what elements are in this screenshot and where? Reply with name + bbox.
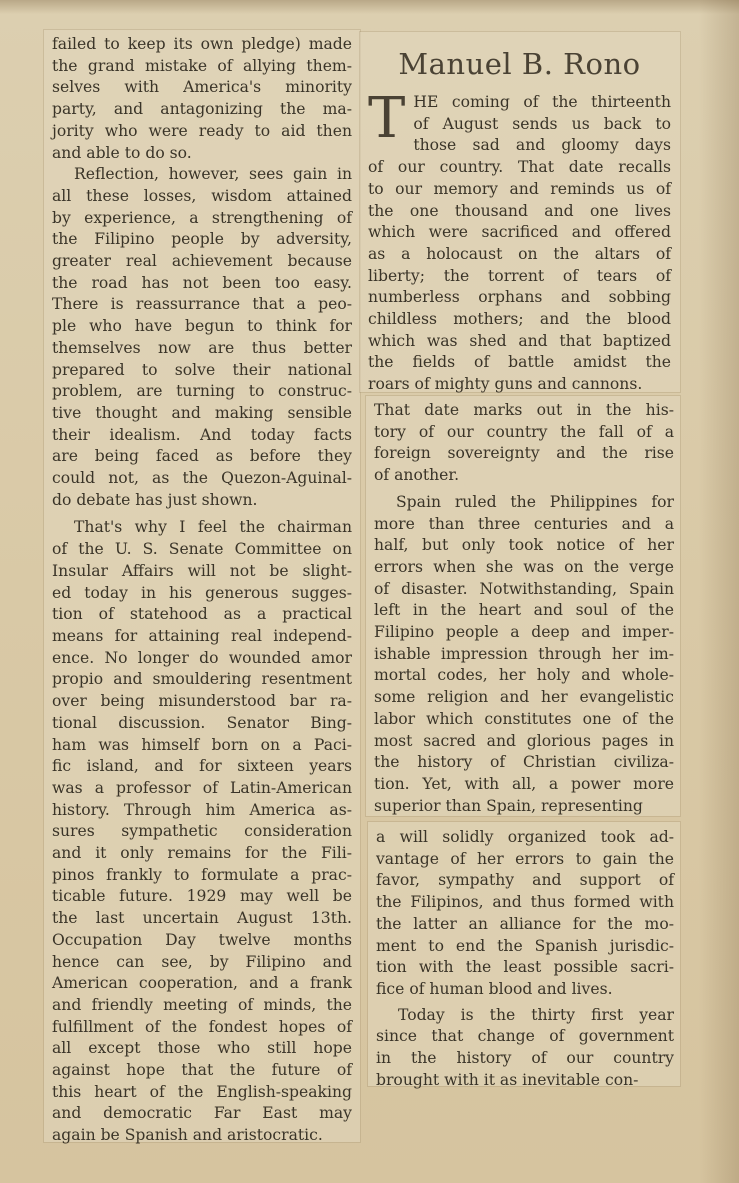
text-line: errors when she was on the verge	[374, 557, 674, 576]
text-line: ticable future. 1929 may well be	[52, 887, 352, 906]
text-line: American cooperation, and a frank	[52, 974, 352, 993]
text-line: ple who have begun to think for	[52, 317, 352, 336]
right-column-middle	[374, 400, 674, 817]
text-line: all these losses, wisdom attained	[52, 186, 352, 205]
right-column-top	[368, 40, 671, 396]
text-line: left in the heart and soul of the	[374, 601, 674, 620]
text-line: Insular Affairs will not be slight-	[52, 561, 352, 580]
text-line: the latter an alliance for the mo-	[376, 914, 674, 933]
text-line: numberless orphans and sobbing	[368, 288, 671, 307]
text-line: prepared to solve their national	[52, 360, 352, 379]
text-line: liberty; the torrent of tears of	[368, 266, 671, 285]
text-line: childless mothers; and the blood	[368, 310, 671, 329]
right-paragraph-5	[376, 1005, 674, 1092]
text-line: That date marks out in the his-	[374, 401, 674, 419]
text-line: of our country. That date recalls	[368, 158, 671, 177]
text-line: ment to end the Spanish jurisdic-	[376, 936, 674, 955]
text-line: vantage of her errors to gain the	[376, 849, 674, 868]
text-line: which were sacrificed and offered	[368, 223, 671, 242]
text-line: tional discussion. Senator Bing-	[52, 713, 352, 732]
text-line: Filipino people a deep and imper-	[374, 623, 674, 642]
right-paragraph-3	[374, 492, 674, 818]
text-line: the grand mistake of allying them-	[52, 56, 352, 75]
text-line: the one thousand and one lives	[368, 201, 671, 220]
text-line: which was shed and that baptized	[368, 331, 671, 350]
article-title: Manuel B. Rono	[398, 47, 641, 81]
text-line: was a professor of Latin-American	[52, 778, 352, 797]
text-line: propio and smouldering resentment	[52, 670, 352, 689]
text-line: of the U. S. Senate Committee on	[52, 540, 352, 559]
text-line: all except those who still hope	[52, 1039, 352, 1058]
text-line: ishable impression through her im-	[374, 644, 674, 663]
text-line: ence. No longer do wounded amor	[52, 648, 352, 667]
text-line: and it only remains for the Fili-	[52, 844, 352, 863]
text-line: hence can see, by Filipino and	[52, 952, 352, 971]
text-line: selves with America's minority	[52, 78, 352, 97]
text-line: of another.	[374, 466, 460, 485]
text-line: of disaster. Notwithstanding, Spain	[374, 579, 674, 598]
text-line: over being misunderstood bar ra-	[52, 692, 352, 711]
text-line: ed today in his generous sugges-	[52, 583, 352, 602]
right-paragraph-1	[368, 86, 671, 396]
text-line: the Filipino people by adversity,	[52, 230, 352, 249]
text-line: HE coming of the thirteenth	[413, 93, 671, 111]
text-line: fic island, and for sixteen years	[52, 757, 352, 776]
text-line: fulfillment of the fondest hopes of	[52, 1017, 352, 1036]
dropcap-paragraph	[368, 86, 671, 396]
text-line: themselves now are thus better	[52, 338, 352, 357]
right-column-bottom	[376, 827, 674, 1091]
text-line: history. Through him America as-	[52, 800, 352, 819]
right-paragraph-4	[376, 827, 674, 1001]
text-line: greater real achievement because	[52, 252, 352, 271]
text-line: Reflection, however, sees gain in	[74, 165, 352, 184]
text-line: since that change of government	[376, 1027, 674, 1046]
text-line: sures sympathetic consideration	[52, 822, 352, 841]
text-line: the history of Christian civiliza-	[374, 753, 674, 772]
text-line: favor, sympathy and support of	[376, 871, 674, 890]
left-paragraph-1	[52, 34, 352, 164]
text-line: those sad and gloomy days	[413, 136, 671, 155]
text-line: to our memory and reminds us of	[368, 179, 671, 198]
text-line: Occupation Day twelve months	[52, 930, 352, 949]
text-line: the fields of battle amidst the	[368, 353, 671, 372]
text-line: Spain ruled the Philippines for	[396, 492, 674, 511]
text-line: mortal codes, her holy and whole-	[374, 666, 674, 685]
text-line: tory of our country the fall of a	[374, 422, 674, 441]
text-line: half, but only took notice of her	[374, 536, 674, 555]
text-line: and able to do so.	[52, 143, 192, 162]
text-line: problem, are turning to construc-	[52, 382, 352, 401]
text-line: means for attaining real independ-	[52, 626, 352, 645]
text-line: some religion and her evangelistic	[374, 688, 674, 707]
text-line: failed to keep its own pledge) made	[52, 35, 352, 53]
text-line: do debate has just shown.	[52, 490, 258, 509]
text-line: Today is the thirty first year	[398, 1005, 674, 1024]
text-line: pinos frankly to formulate a prac-	[52, 865, 352, 884]
page-top-shadow	[0, 0, 739, 14]
text-line: could not, as the Quezon-Aguinal-	[52, 469, 352, 488]
text-line: are being faced as before they	[52, 447, 352, 466]
text-line: the road has not been too easy.	[52, 273, 352, 292]
text-line: more than three centuries and a	[374, 514, 674, 533]
text-line: of August sends us back to	[413, 114, 671, 133]
text-line: ham was himself born on a Paci-	[52, 735, 352, 754]
text-line: the last uncertain August 13th.	[52, 909, 352, 928]
text-line: a will solidly organized took ad-	[376, 828, 674, 846]
text-line: labor which constitutes one of the	[374, 709, 674, 728]
text-line: There is reassurrance that a peo-	[52, 295, 352, 314]
text-line: and democratic Far East may	[52, 1104, 352, 1123]
text-line: tion with the least possible sacri-	[376, 958, 674, 977]
page-right-shadow	[699, 0, 739, 1183]
text-line: the Filipinos, and thus formed with	[376, 893, 674, 912]
left-paragraph-2	[52, 164, 352, 511]
text-line: again be Spanish and aristocratic.	[52, 1126, 323, 1145]
text-line: fice of human blood and lives.	[376, 979, 613, 998]
text-line: tion of statehood as a practical	[52, 605, 352, 624]
text-line: roars of mighty guns and cannons.	[368, 375, 643, 394]
text-line: their idealism. And today facts	[52, 425, 352, 444]
text-line: in the history of our country	[376, 1049, 674, 1068]
text-line: against hope that the future of	[52, 1061, 352, 1080]
left-column	[52, 34, 352, 1147]
left-paragraph-3	[52, 517, 352, 1146]
right-paragraph-2	[374, 400, 674, 487]
text-line: as a holocaust on the altars of	[368, 244, 671, 263]
text-line: and friendly meeting of minds, the	[52, 995, 352, 1014]
text-line: brought with it as inevitable con-	[376, 1070, 639, 1089]
text-line: by experience, a strengthening of	[52, 208, 352, 227]
text-line: party, and antagonizing the ma-	[52, 100, 352, 119]
text-line: foreign sovereignty and the rise	[374, 444, 674, 463]
text-line: jority who were ready to aid then	[52, 121, 352, 140]
text-line: That's why I feel the chairman	[74, 518, 352, 537]
text-line: superior than Spain, representing	[374, 796, 643, 815]
text-line: tion. Yet, with all, a power more	[374, 774, 674, 793]
dropcap-letter: T	[368, 86, 406, 151]
text-line: this heart of the English-speaking	[52, 1082, 352, 1101]
text-line: most sacred and glorious pages in	[374, 731, 674, 750]
text-line: tive thought and making sensible	[52, 403, 352, 422]
